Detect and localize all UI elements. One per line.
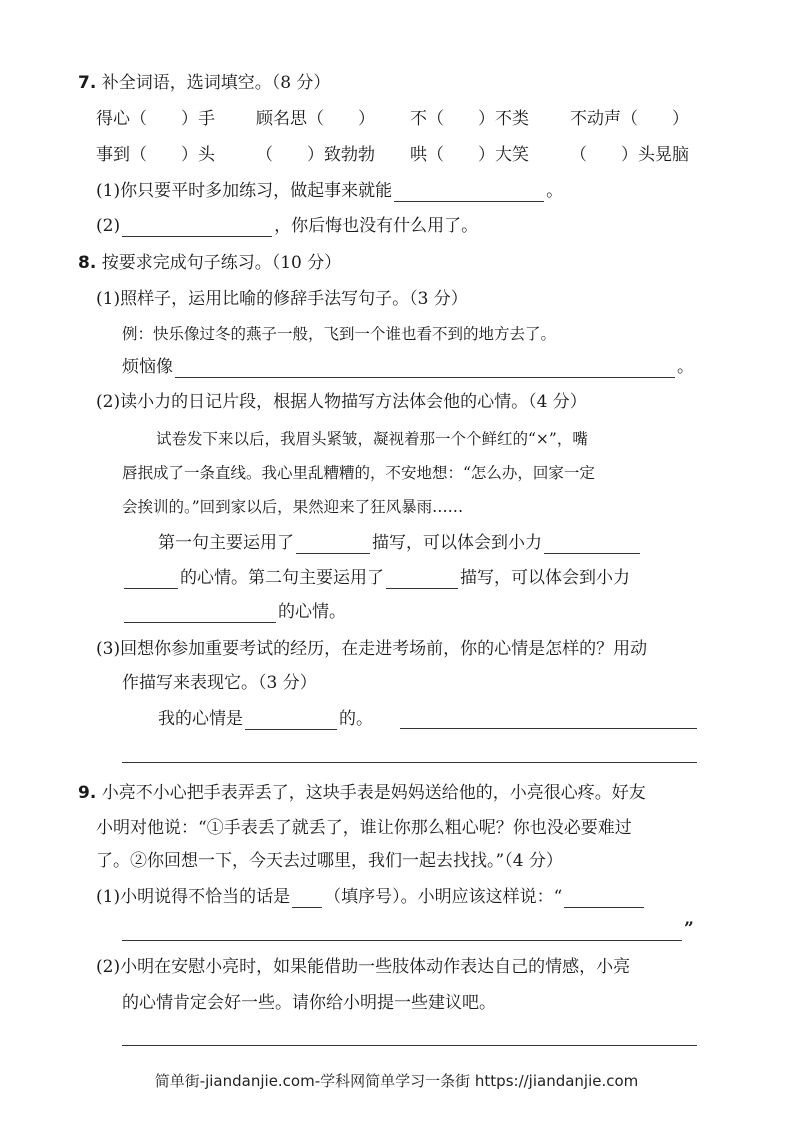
q7-heading bbox=[78, 72, 330, 94]
q8-title: 按要求完成句子练习。（10 分） bbox=[101, 253, 342, 273]
q8-part-2: (2)读小力的日记片段，根据人物描写方法体会他的心情。（4 分） bbox=[96, 392, 587, 412]
q9-line-2: 小明对他说：“①手表丢了就丢了，谁让你那么粗心呢？你也没必要难过 bbox=[96, 818, 632, 838]
answer-blank[interactable] bbox=[124, 570, 178, 589]
q8-fill-line-3 bbox=[122, 601, 346, 623]
q8-diary-line-3: 会挨训的。”回到家以后，果然迎来了狂风暴雨…… bbox=[122, 498, 464, 516]
q9-close-quote: ” bbox=[684, 919, 694, 939]
answer-blank[interactable] bbox=[544, 535, 640, 554]
q9-sub-2-line-2: 的心情肯定会好一些。请你给小明提一些建议吧。 bbox=[122, 993, 496, 1013]
q8-part-1: (1)照样子，运用比喻的修辞手法写句子。（3 分） bbox=[96, 289, 468, 309]
q8-fill-text: 第一句主要运用了 bbox=[158, 533, 294, 553]
answer-blank[interactable] bbox=[292, 889, 322, 908]
q7-sentence-1 bbox=[96, 180, 563, 202]
answer-blank[interactable] bbox=[124, 604, 276, 623]
q8-fill-text: 的心情。第二句主要运用了 bbox=[180, 568, 384, 588]
q8-heading bbox=[78, 252, 341, 274]
q9-sub-1-text: （填序号）。小明应该这样说：“ bbox=[324, 887, 563, 907]
q8-mood-label: 我的心情是 bbox=[158, 709, 243, 729]
q8-number: 8. bbox=[78, 253, 97, 273]
answer-blank[interactable] bbox=[245, 711, 337, 730]
q7-word: 哄（ ）大笑 bbox=[410, 145, 529, 165]
q9-text: 小亮不小心把手表弄丢了，这块手表是妈妈送给他的，小亮很心疼。好友 bbox=[101, 783, 646, 803]
q8-fill-text: 描写，可以体会到小力 bbox=[372, 533, 542, 553]
answer-blank[interactable] bbox=[386, 570, 458, 589]
q7-title: 补全词语，选词填空。（8 分） bbox=[101, 73, 331, 93]
q7-sentence-2 bbox=[96, 215, 478, 237]
answer-line[interactable] bbox=[122, 1045, 697, 1046]
q8-diary-line-2: 唇抿成了一条直线。我心里乱糟糟的，不安地想：“怎么办，回家一定 bbox=[122, 464, 595, 482]
site-footer: 简单街-jiandanjie.com-学科网简单学习一条街 https://jiandanjie.com bbox=[154, 1072, 639, 1090]
q8-mood-line bbox=[158, 708, 373, 730]
q7-word: 不（ ）不类 bbox=[410, 109, 529, 129]
q8-part-3-line-1: (3)回想你参加重要考试的经历，在走进考场前，你的心情是怎样的？用动 bbox=[96, 639, 648, 659]
q7-sentence-1-end: 。 bbox=[546, 181, 564, 201]
q8-fill-text: 描写，可以体会到小力 bbox=[460, 568, 630, 588]
q8-fill-line-2 bbox=[122, 567, 630, 589]
q7-sentence-1-text: (1)你只要平时多加练习，做起事来就能 bbox=[96, 181, 393, 201]
q7-sentence-2-text: ，你后悔也没有什么用了。 bbox=[274, 216, 479, 236]
q7-word: 顾名思（ ） bbox=[256, 109, 375, 129]
q8-mood-end: 的。 bbox=[339, 709, 373, 729]
answer-line[interactable] bbox=[122, 762, 697, 763]
q7-number: 7. bbox=[78, 73, 97, 93]
q8-fill-line-1 bbox=[158, 532, 642, 554]
q7-word: （ ）致勃勃 bbox=[256, 145, 375, 165]
q8-fan-line bbox=[122, 356, 694, 378]
q9-number: 9. bbox=[78, 783, 97, 803]
q8-part-3-line-2: 作描写来表现它。（3 分） bbox=[122, 673, 317, 693]
q7-word: 不动声（ ） bbox=[570, 109, 689, 129]
answer-blank[interactable] bbox=[394, 183, 544, 202]
q8-fill-text: 的心情。 bbox=[278, 602, 346, 622]
q7-word: 得心（ ）手 bbox=[96, 109, 215, 129]
q7-word: 事到（ ）头 bbox=[96, 145, 215, 165]
q8-diary-line-1: 试卷发下来以后，我眉头紧皱，凝视着那一个个鲜红的“×”，嘴 bbox=[156, 430, 588, 448]
answer-line[interactable] bbox=[122, 940, 682, 941]
q9-line-3: 了。②你回想一下，今天去过哪里，我们一起去找找。”（4 分） bbox=[96, 851, 563, 871]
q8-example: 例：快乐像过冬的燕子一般，飞到一个谁也看不到的地方去了。 bbox=[122, 325, 557, 343]
answer-line[interactable] bbox=[400, 728, 697, 729]
q8-fan-end: 。 bbox=[677, 357, 694, 377]
q7-word: （ ）头晃脑 bbox=[570, 145, 689, 165]
q9-line-1 bbox=[78, 782, 646, 804]
q9-sub-1-text: (1)小明说得不恰当的话是 bbox=[96, 887, 291, 907]
q7-sentence-2-label: (2) bbox=[96, 216, 121, 236]
q9-sub-2-line-1: (2)小明在安慰小亮时，如果能借助一些肢体动作表达自己的情感，小亮 bbox=[96, 957, 631, 977]
answer-blank[interactable] bbox=[564, 889, 644, 908]
answer-blank[interactable] bbox=[175, 359, 675, 378]
q8-fan-label: 烦恼像 bbox=[122, 357, 173, 377]
q9-sub-1 bbox=[96, 886, 646, 908]
answer-blank[interactable] bbox=[296, 535, 370, 554]
answer-blank[interactable] bbox=[122, 218, 272, 237]
